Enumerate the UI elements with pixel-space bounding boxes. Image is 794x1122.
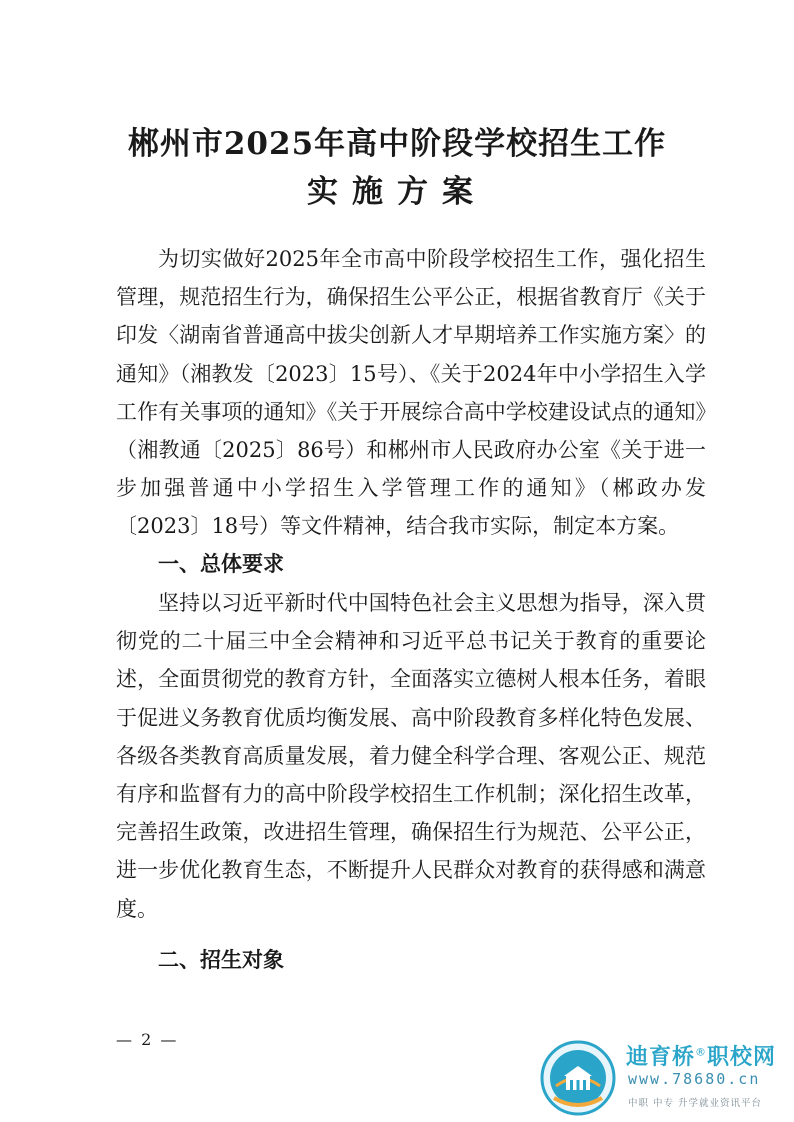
section1-heading: 一、总体要求	[158, 551, 284, 576]
document-title-line1: 郴州市2025年高中阶段学校招生工作	[127, 126, 667, 162]
page-number: — 2 —	[116, 1030, 179, 1049]
intro-paragraph: 为切实做好2025年全市高中阶段学校招生工作，强化招生管理，规范招生行为，确保招生公平公正，根据省教育厅《关于印发〈湖南省普通高中拔尖创新人才早期培养工作实施方案〉的通知》（湘教发〔2023〕15号）、《关于2024年中小学招生入学工作有关事项的通知》《关于开展综合高中学校建设试点的通知》（湘教通〔2025〕86号）和郴州市人民政府办公室《关于进一步加强普通中小学招生入学管理工作的通知》（郴政办发〔2023〕18号）等文件精神，结合我市实际，制定本方案。	[116, 247, 706, 539]
document-title-line2: 实施方案	[307, 174, 487, 210]
section1-paragraph: 坚持以习近平新时代中国特色社会主义思想为指导，深入贯彻党的二十届三中全会精神和习近平总书记关于教育的重要论述，全面贯彻党的教育方针，全面落实立德树人根本任务，着眼于促进义务教育优质均衡发展、高中阶段教育多样化特色发展、各级各类教育高质量发展，着力健全科学合理、客观公正、规范有序和监督有力的高中阶段学校招生工作机制；深化招生改革，完善招生政策，改进招生管理，确保招生行为规范、公平公正，进一步优化教育生态，不断提升人民群众对教育的获得感和满意度。	[116, 591, 706, 921]
registered-mark: ®	[695, 1045, 708, 1059]
section2-heading: 二、招生对象	[158, 947, 284, 972]
watermark[interactable]	[540, 1038, 794, 1122]
watermark-brand	[626, 1040, 776, 1071]
school-logo-icon	[540, 1040, 616, 1116]
watermark-brand-suffix: 职校网	[707, 1045, 777, 1070]
intro-block	[116, 240, 706, 546]
watermark-brand-name: 迪育桥	[626, 1045, 696, 1070]
watermark-url-link[interactable]: www.78680.cn	[628, 1070, 761, 1088]
section1-block	[116, 584, 706, 928]
watermark-slogan: 中职 中专 升学就业资讯平台	[628, 1098, 763, 1109]
